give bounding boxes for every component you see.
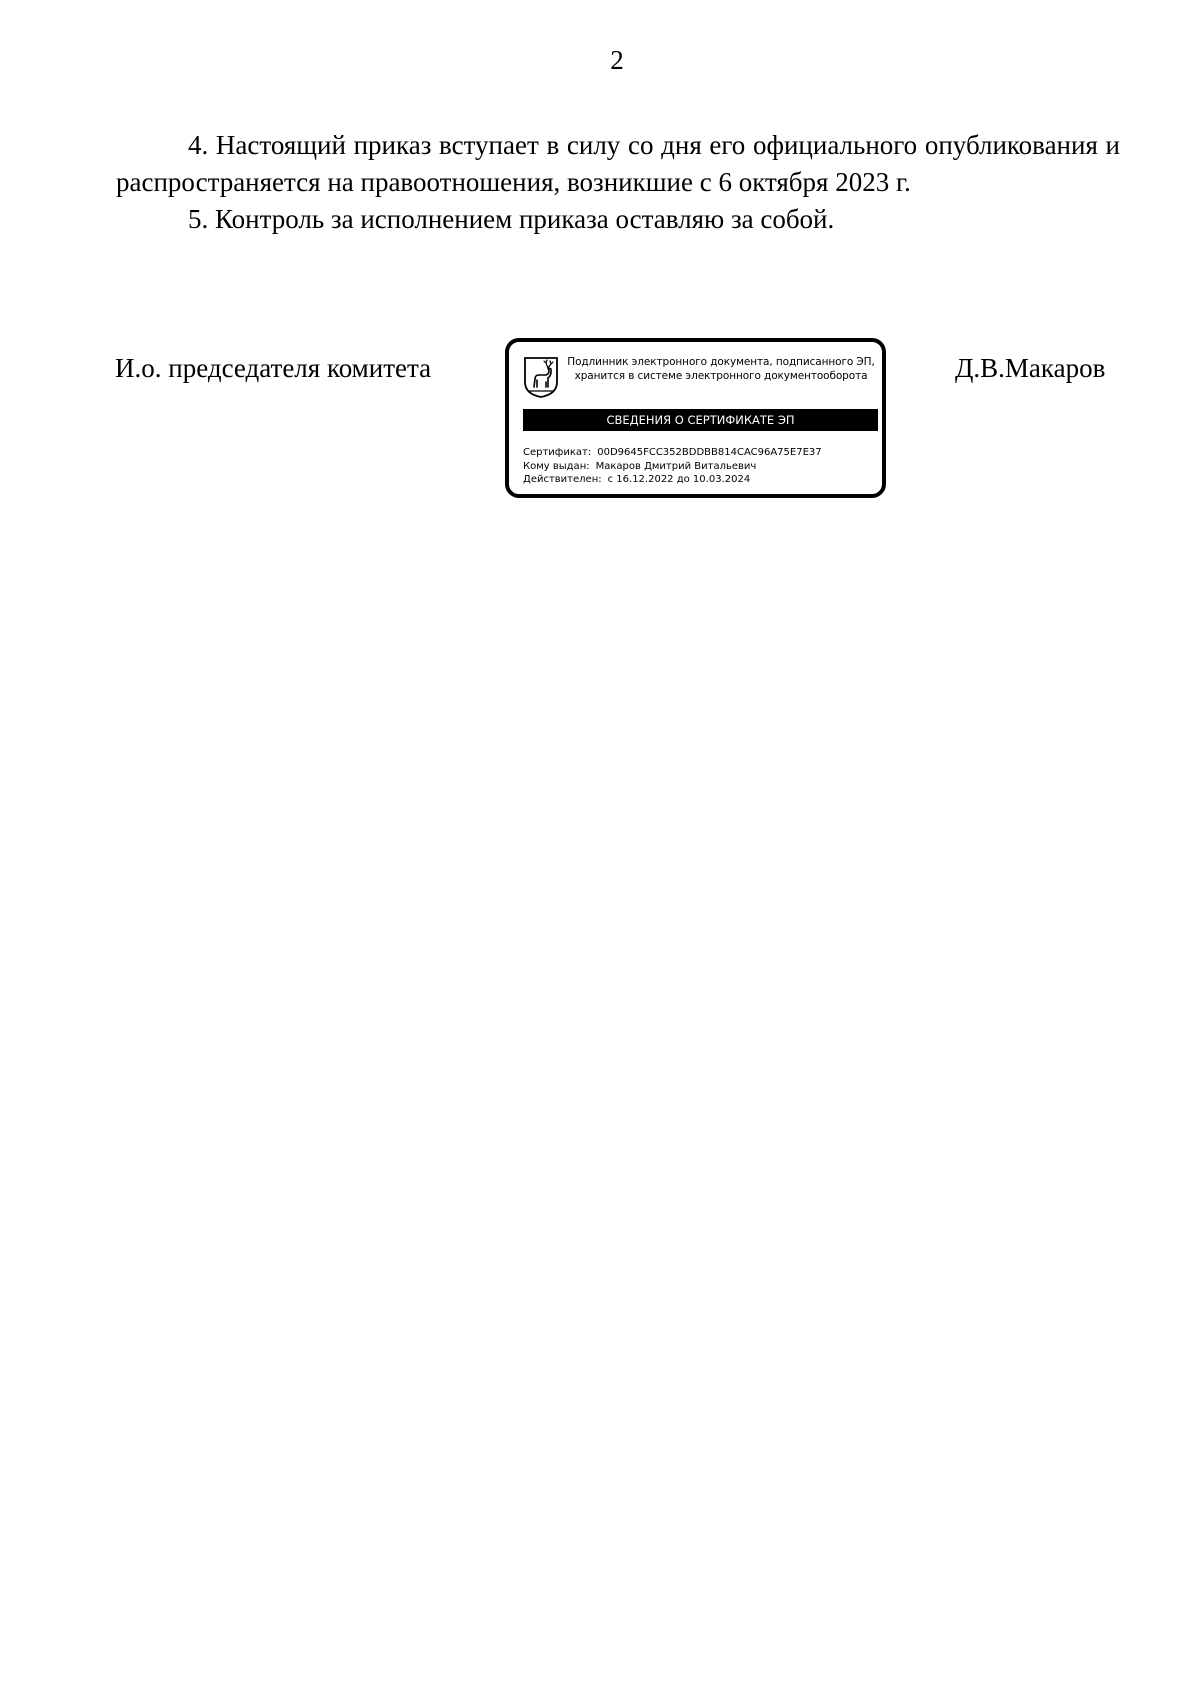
certificate-info-bar: СВЕДЕНИЯ О СЕРТИФИКАТЕ ЭП	[523, 409, 878, 431]
stamp-header-line-2: хранится в системе электронного документооборота	[574, 370, 868, 382]
validity-row	[523, 473, 822, 487]
issued-to-label: Кому выдан:	[523, 460, 590, 472]
validity-value: с 16.12.2022 до 10.03.2024	[607, 474, 751, 485]
stamp-header	[563, 355, 879, 383]
issued-to-value: Макаров Дмитрий Витальевич	[595, 460, 757, 472]
certificate-details	[523, 446, 822, 487]
page-number: 2	[610, 45, 624, 75]
certificate-label: Сертификат:	[523, 447, 592, 458]
certificate-row	[523, 446, 822, 460]
electronic-signature-stamp	[505, 338, 886, 498]
stamp-header-line-1: Подлинник электронного документа, подписанного ЭП,	[567, 356, 875, 368]
deer-coat-of-arms-icon	[523, 356, 559, 398]
document-body	[116, 127, 1120, 238]
validity-label: Действителен:	[523, 474, 602, 485]
paragraph-4: 4. Настоящий приказ вступает в силу со дня его официального опубликования и распространяется на правоотношения, возникшие с 6 октября 2023 г.	[116, 130, 1120, 197]
signatory-name: Д.В.Макаров	[955, 353, 1106, 383]
signatory-position: И.о. председателя комитета	[115, 353, 432, 383]
certificate-value: 00D9645FCC352BDDBB814CAC96A75E7E37	[597, 447, 822, 458]
paragraph-5: 5. Контроль за исполнением приказа оставляю за собой.	[188, 204, 835, 234]
issued-to-row	[523, 460, 822, 474]
